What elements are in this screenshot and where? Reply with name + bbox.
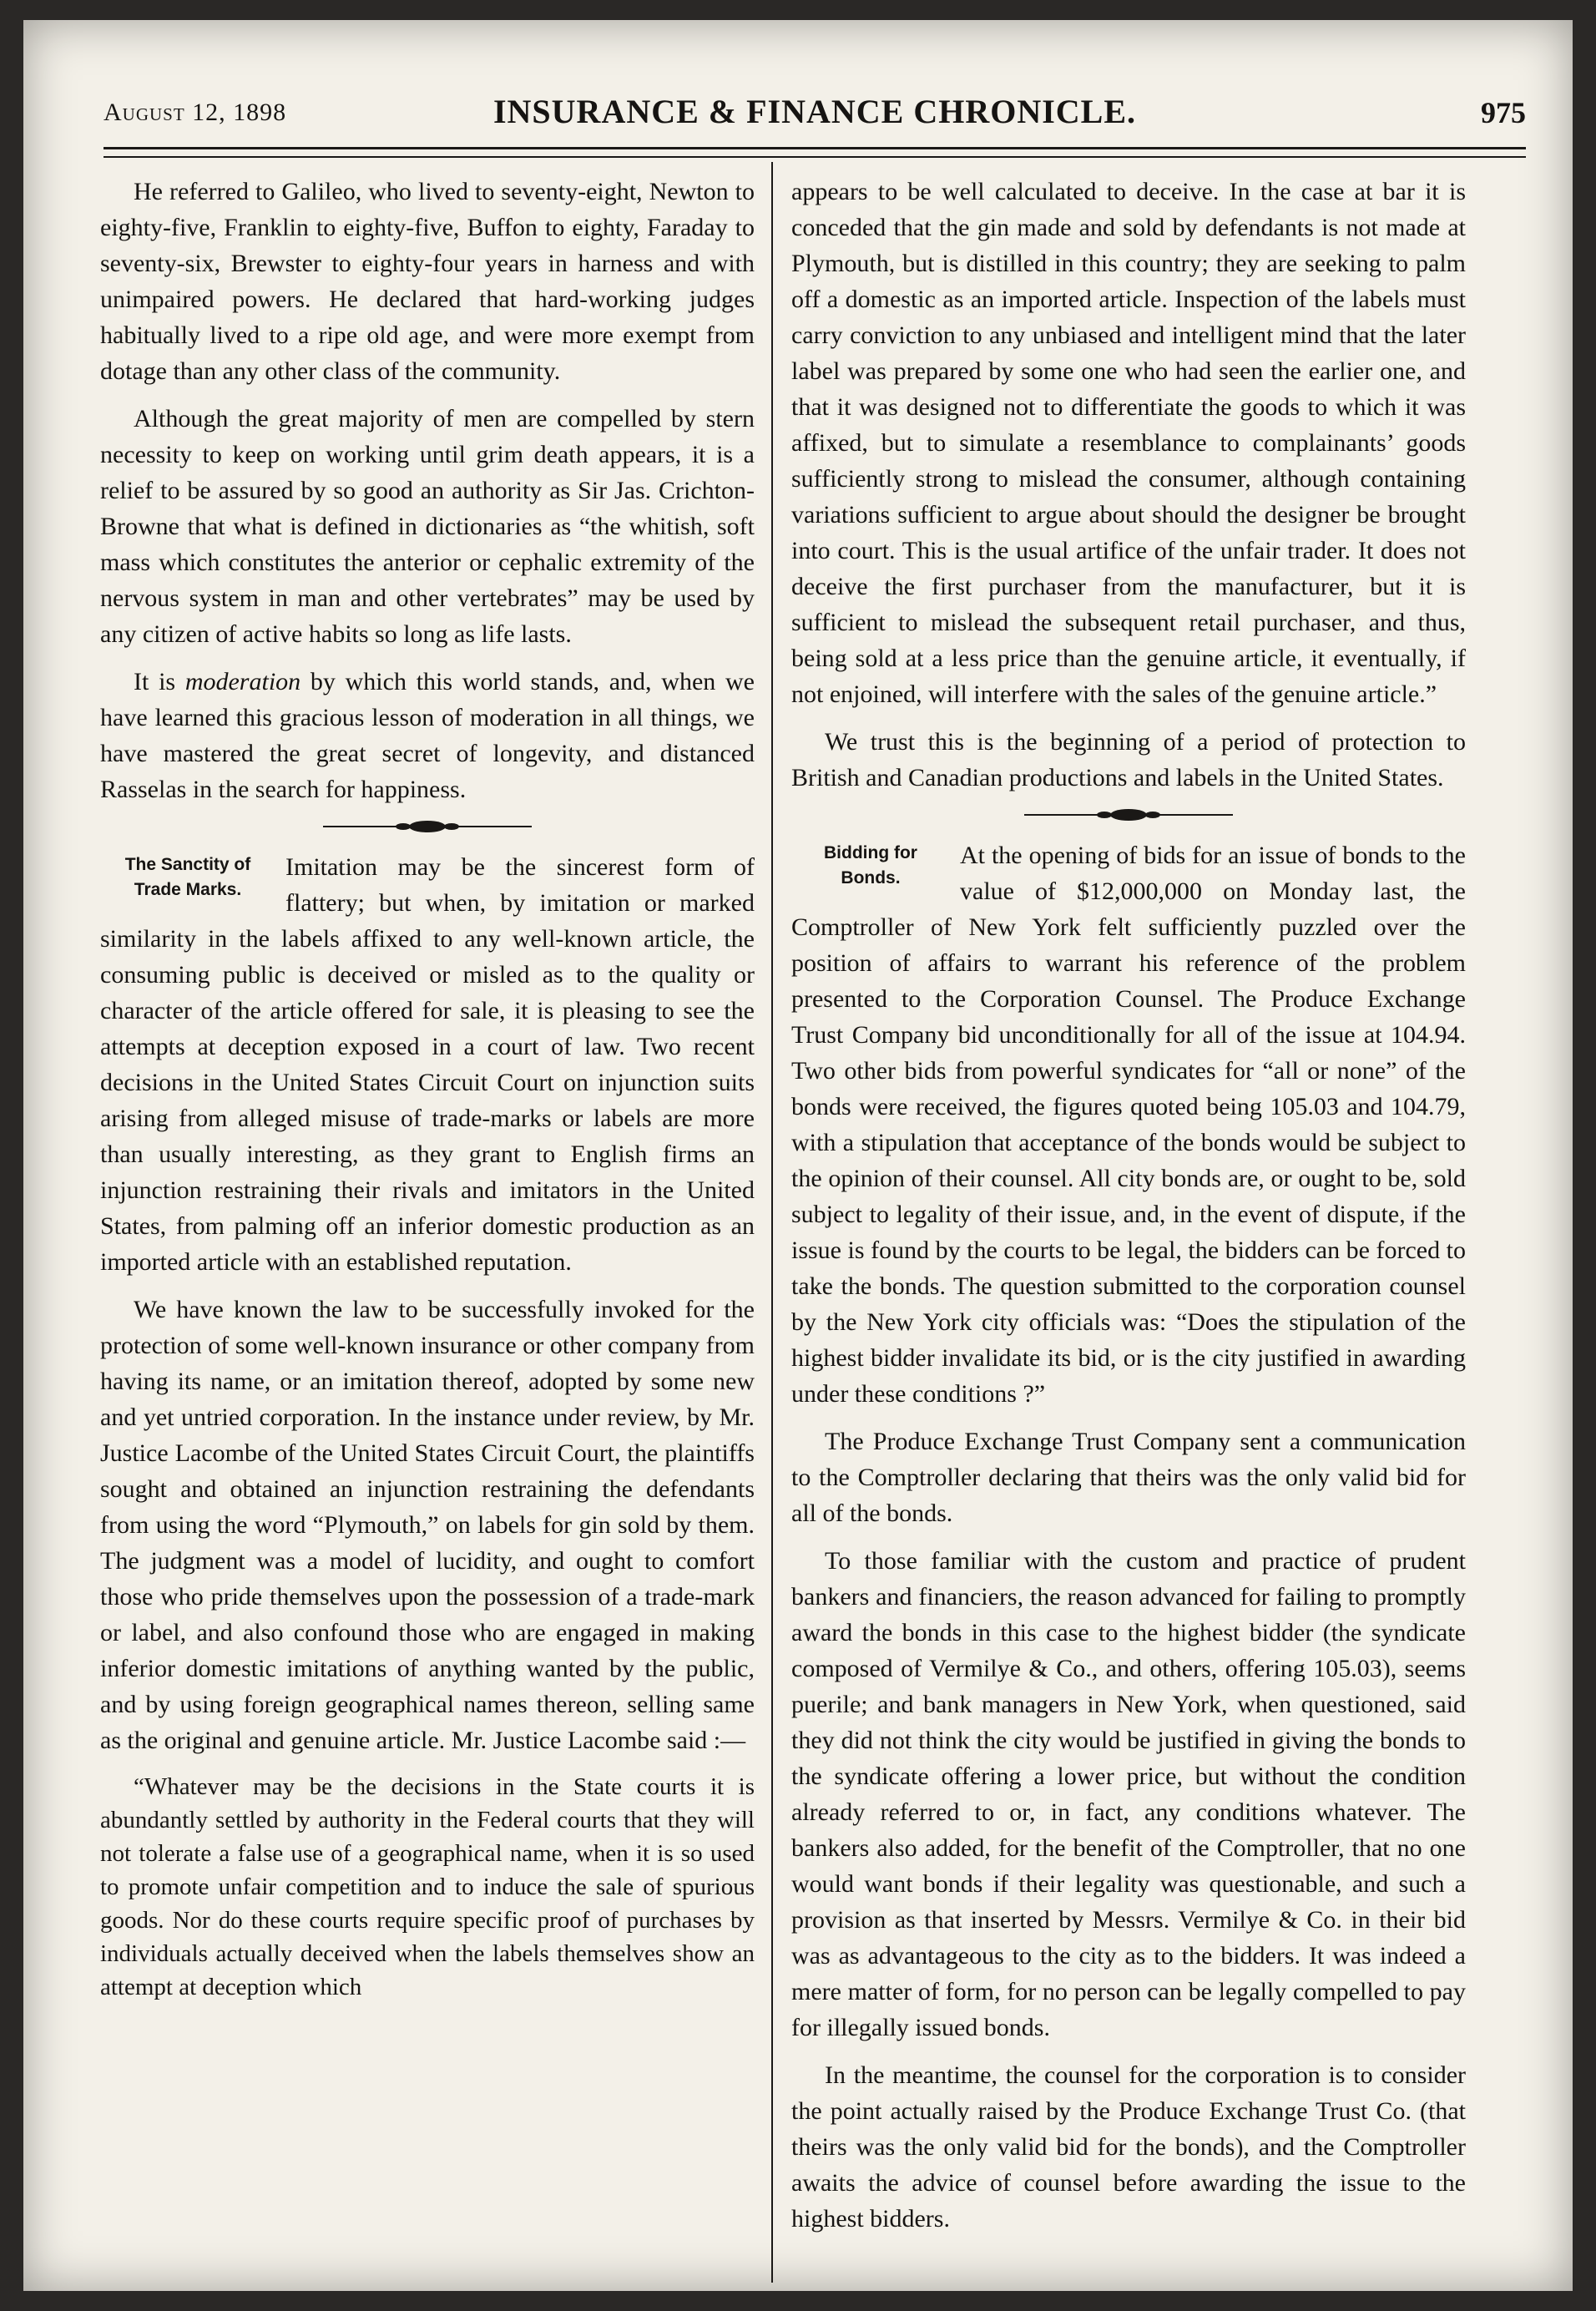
section-divider-ornament [323, 819, 532, 834]
bonds-paragraph-2: The Produce Exchange Trust Company sent a communication to the Comptroller declaring that theirs was the only valid bid for all of the bonds. [791, 1428, 1466, 1527]
heading-line-2: Trade Marks. [134, 880, 242, 899]
longevity-paragraph-2: Although the great majority of men are compelled by stern necessity to keep on working until grim death appears, it is a relief to be assured by so good an authority as Sir Jas. Crichton-Browne that what is defined in dictionaries as “the whitish, soft mass which constitutes the anterior or cephalic extremity of the nervous system in man and other vertebrates” may be used by any citizen of active habits so long as life lasts. [100, 405, 755, 648]
trade-marks-paragraph-1: Imitation may be the sincerest form of flattery; but when, by imitation or marked similarity in the labels affixed to any well-known article, the consuming public is deceived or misled as to the quality or character of the article offered for sale, it is pleasing to see the attempts at deception exposed in a court of law. Two recent decisions in the United States Circuit Court on injunction suits arising from alleged misuse of trade-marks or labels are more than usually interesting, as they grant to English firms an injunction restraining their rivals and imitators in the United States, from palming off an inferior domestic production as an imported article with an established reputation. [100, 853, 755, 1276]
bonds-paragraph-1: At the opening of bids for an issue of bonds to the value of $12,000,000 on Monday last, the Comptroller of New York felt sufficiently puzzled over the position of affairs to warrant his reference of the problem presented to the Corporation Counsel. The Produce Exchange Trust Company bid unconditionally for all of the issue at 104.94. Two other bids from powerful syndicates for “all or none” of the bonds were received, the figures quoted being 105.03 and 104.79, with a stipulation that acceptance of the bonds would be subject to the opinion of their counsel. All city bonds are, or ought to be, sold subject to legality of their issue, and, in the event of dispute, if the issue is found by the courts to be legal, the bidders can be forced to take the bonds. The question submitted to the corporation counsel by the New York city officials was: “Does the stipulation of the highest bidder invalidate its bid, or is the city justified in awarding under these conditions ?” [791, 842, 1466, 1408]
section-heading-trade-marks [100, 852, 275, 903]
page-number: 975 [1481, 96, 1526, 129]
quote-text: “Whatever may be the decisions in the State courts it is abundantly settled by authority in the Federal courts that they will not tolerate a false use of a geographical name, when it is so used to promote unfair competition and to induce the sale of spurious goods. Nor do these courts require specific proof of purchases by individuals actually deceived when the labels themselves show an attempt at deception which [100, 1773, 755, 2000]
quote-continuation: appears to be well calculated to deceive. In the case at bar it is conceded that the gin made and sold by defendants is not made at Plymouth, but is distilled in this country; they are seeking to palm off a domestic as an imported article. Inspection of the labels must carry conviction to any unbiased and intelligent mind that the later label was prepared by some one who had seen the earlier one, and that it was designed not to differentiate the goods to which it was affixed, but to simulate a resemblance to complainants’ goods sufficiently strong to mislead the consumer, although containing variations sufficient to argue about should the designer be brought into court. This is the usual artifice of the unfair trader. It does not deceive the first purchaser from the manufacturer, but it is sufficient to mislead the subsequent retail purchaser, and thus, being sold at a less price than the genuine article, it eventually, if not enjoined, will interfere with the sales of the genuine article.” [791, 178, 1466, 708]
section-heading-bonds [791, 841, 950, 891]
trade-marks-section [100, 849, 755, 1280]
publication-title: INSURANCE & FINANCE CHRONICLE. [492, 93, 1137, 130]
para3-before: It is [134, 668, 185, 695]
heading-line-1: Bidding for [824, 843, 917, 862]
column-divider [771, 162, 773, 2283]
judgment-quote [100, 1770, 755, 2004]
left-column [100, 174, 755, 2015]
issue-date: August 12, 1898 [104, 99, 287, 126]
para3-after: by which this world stands, and, when we have learned this gracious lesson of moderation in all things, we have mastered the great secret of longevity, and distanced Rasselas in the search for happiness. [100, 668, 755, 803]
para3-emphasis: moderation [184, 668, 301, 695]
longevity-paragraph-3 [100, 664, 755, 807]
trade-marks-paragraph-2: We have known the law to be successfully invoked for the protection of some well-known insurance or other company from having its name, or an imitation thereof, adopted by some new and yet untried corporation. In the instance under review, by Mr. Justice Lacombe of the United States Circuit Court, the plaintiffs sought and obtained an injunction restraining the defendants from using the word “Plymouth,” on labels for gin sold by them. The judgment was a model of lucidity, and ought to comfort those who pride themselves upon the possession of a trade-mark or label, and also confound those who are engaged in making inferior domestic imitations of anything wanted by the public, and by using foreign geographical names thereon, selling same as the original and genuine article. Mr. Justice Lacombe said :— [100, 1296, 755, 1754]
bonds-paragraph-4: In the meantime, the counsel for the corporation is to consider the point actually raised by the Produce Exchange Trust Co. (that theirs was the only valid bid for the bonds), and the Comptroller awaits the advice of counsel before awarding the issue to the highest bidders. [791, 2061, 1466, 2233]
longevity-paragraph-1: He referred to Galileo, who lived to seventy-eight, Newton to eighty-five, Franklin to eighty-five, Buffon to eighty, Faraday to seventy-six, Brewster to eighty-four years in harness and with unimpaired powers. He declared that hard-working judges habitually lived to a ripe old age, and were more exempt from dotage than any other class of the community. [100, 178, 755, 385]
bonds-paragraph-3: To those familiar with the custom and practice of prudent bankers and financiers, the reason advanced for failing to promptly award the bonds in this case to the highest bidder (the syndicate composed of Vermilye & Co., and others, offering 105.03), seems puerile; and bank managers in New York, when questioned, said they did not think the city would be justified in giving the bonds to the syndicate offering a lower price, but without the condition already referred to or, in fact, any conditions whatever. The bankers also added, for the benefit of the Comptroller, that no one would want bonds if their legality was questionable, and such a provision as that inserted by Messrs. Vermilye & Co. in their bid was as advantageous to the city as to the bidders. It was indeed a mere matter of form, for no person can be legally compelled to pay for illegally issued bonds. [791, 1547, 1466, 2041]
heading-line-2: Bonds. [841, 868, 901, 887]
header-rule [104, 147, 1526, 158]
heading-line-1: The Sanctity of [124, 855, 251, 874]
page-header [104, 83, 1526, 142]
trade-marks-conclusion: We trust this is the beginning of a period of protection to British and Canadian productions and labels in the United States. [791, 728, 1466, 791]
right-column [791, 174, 1466, 2248]
bonds-section [791, 837, 1466, 1412]
section-divider-ornament [1024, 807, 1233, 822]
newspaper-page [23, 20, 1573, 2291]
